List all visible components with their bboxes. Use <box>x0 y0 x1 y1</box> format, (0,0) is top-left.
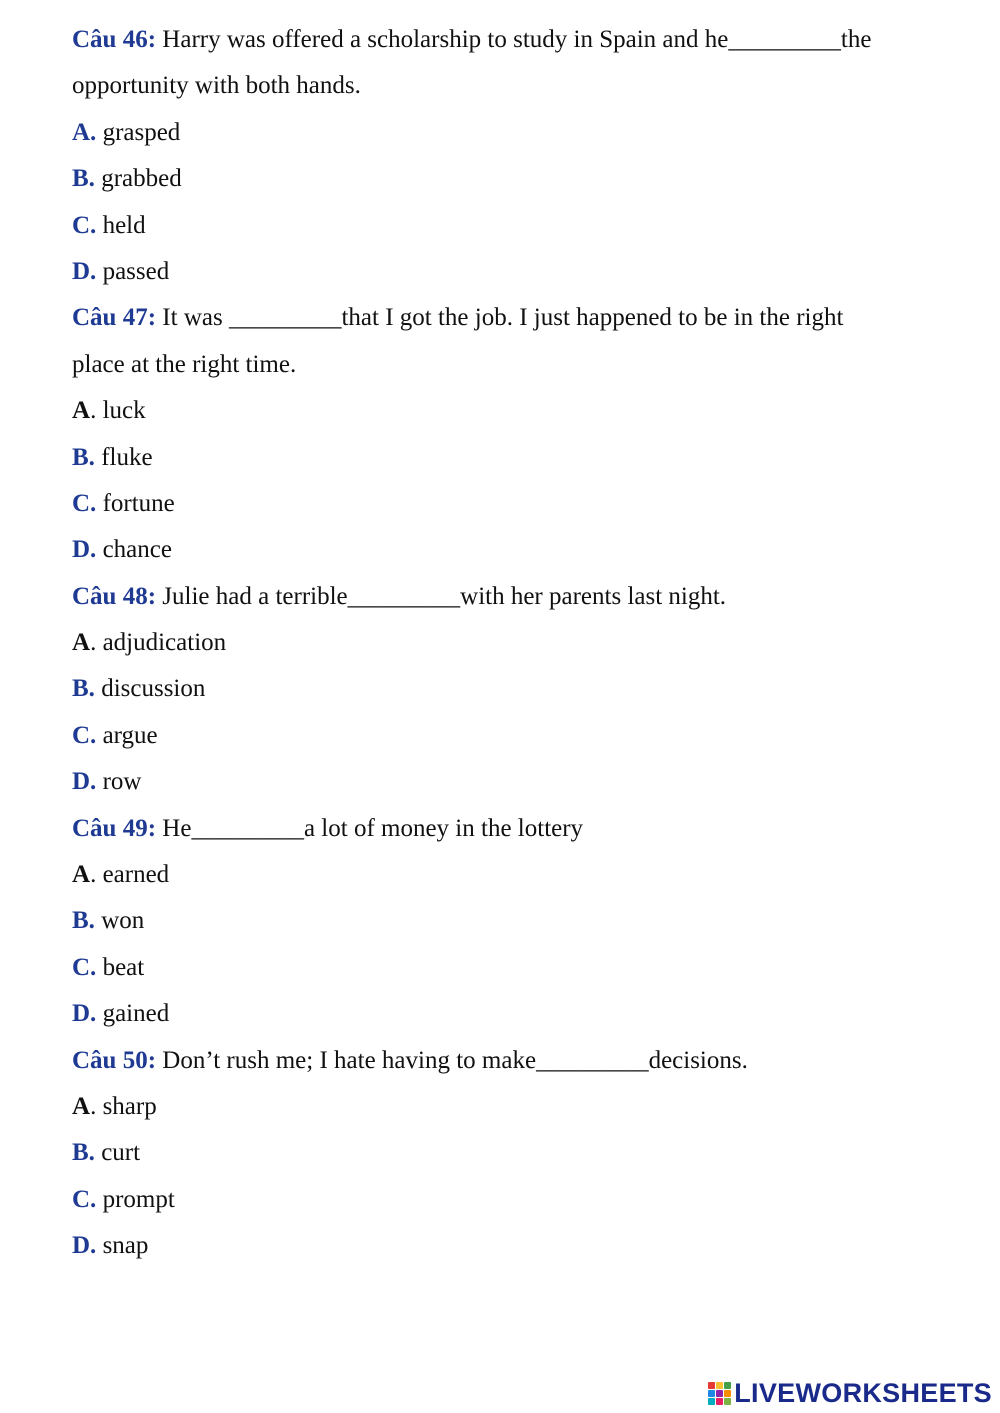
answer-blank[interactable]: _________ <box>347 582 461 610</box>
option-letter: D. <box>72 536 97 564</box>
worksheet-content <box>72 17 942 1270</box>
option-text: argue <box>96 721 158 749</box>
option-text: won <box>94 907 145 935</box>
option-b[interactable] <box>72 898 942 944</box>
option-letter: B. <box>72 1139 95 1167</box>
option-letter: D. <box>72 1000 97 1028</box>
option-letter: C. <box>72 1185 97 1213</box>
stem-text: that I got the job. I just happened to be in the right <box>341 304 844 332</box>
option-b[interactable] <box>72 156 942 202</box>
question-label: Câu 48: <box>72 582 157 610</box>
option-b[interactable] <box>72 1130 942 1176</box>
option-text: prompt <box>96 1185 175 1213</box>
option-d[interactable] <box>72 991 942 1037</box>
option-text: grabbed <box>94 165 182 193</box>
option-letter: B. <box>72 907 95 935</box>
option-c[interactable] <box>72 945 942 991</box>
option-d[interactable] <box>72 759 942 805</box>
answer-blank[interactable]: _________ <box>728 26 841 53</box>
logo-square <box>724 1382 731 1389</box>
option-letter: A <box>72 397 91 425</box>
logo-square <box>716 1390 723 1397</box>
option-c[interactable] <box>72 203 942 249</box>
option-text: fluke <box>94 443 153 471</box>
option-letter: D. <box>72 768 97 796</box>
logo-square <box>708 1398 715 1405</box>
option-a[interactable] <box>72 1084 942 1130</box>
option-letter: B. <box>72 443 95 471</box>
logo-text: LIVEWORKSHEETS <box>734 1377 992 1408</box>
option-b[interactable] <box>72 666 942 712</box>
question-46-stem-line2: opportunity with both hands. <box>72 72 361 100</box>
option-c[interactable] <box>72 713 942 759</box>
question-label: Câu 46: <box>72 26 157 53</box>
option-letter: D. <box>72 257 97 285</box>
option-text: . adjudication <box>90 629 227 657</box>
option-text: gained <box>96 1000 170 1028</box>
option-c[interactable] <box>72 481 942 527</box>
answer-blank[interactable]: _________ <box>536 1046 649 1074</box>
option-b[interactable] <box>72 435 942 481</box>
stem-text: Julie had a terrible <box>156 582 348 610</box>
question-47-stem-line2: place at the right time. <box>72 350 297 378</box>
logo-square <box>708 1390 715 1397</box>
option-d[interactable] <box>72 1223 942 1269</box>
option-text: curt <box>94 1139 141 1167</box>
option-text: fortune <box>96 489 175 517</box>
logo-grid-icon <box>708 1382 731 1405</box>
answer-blank[interactable]: _________ <box>228 304 342 332</box>
option-letter: C. <box>72 211 97 239</box>
stem-text: Harry was offered a scholarship to study in Spain and he <box>156 26 729 53</box>
answer-blank[interactable]: _________ <box>191 814 304 842</box>
stem-text: It was <box>156 304 229 332</box>
option-letter: A. <box>72 118 97 146</box>
logo-square <box>708 1382 715 1389</box>
logo-square <box>724 1390 731 1397</box>
logo-square <box>716 1398 723 1405</box>
option-a[interactable] <box>72 110 942 156</box>
stem-text: the <box>840 26 872 53</box>
stem-text: Don’t rush me; I hate having to make <box>156 1046 537 1074</box>
option-text: discussion <box>94 675 206 703</box>
question-49-stem <box>72 806 942 852</box>
option-letter: A <box>72 629 91 657</box>
option-letter: D. <box>72 1232 97 1260</box>
option-letter: C. <box>72 489 97 517</box>
question-50-stem <box>72 1038 942 1084</box>
liveworksheets-logo[interactable] <box>708 1378 992 1408</box>
option-text: grasped <box>96 118 181 146</box>
stem-text: a lot of money in the lottery <box>303 814 584 842</box>
stem-text: He <box>156 814 192 842</box>
option-text: held <box>96 211 146 239</box>
option-text: snap <box>96 1232 149 1260</box>
question-label: Câu 50: <box>72 1046 157 1074</box>
option-a[interactable] <box>72 388 942 434</box>
option-c[interactable] <box>72 1177 942 1223</box>
option-text: . luck <box>90 397 146 425</box>
stem-text: decisions. <box>648 1046 748 1074</box>
question-47-stem <box>72 295 942 341</box>
option-d[interactable] <box>72 527 942 573</box>
option-text: chance <box>96 536 172 564</box>
stem-text: with her parents last night. <box>460 582 727 610</box>
option-text: passed <box>96 257 170 285</box>
option-letter: C. <box>72 721 97 749</box>
question-label: Câu 49: <box>72 814 157 842</box>
logo-square <box>716 1382 723 1389</box>
option-letter: B. <box>72 675 95 703</box>
option-a[interactable] <box>72 852 942 898</box>
option-letter: C. <box>72 953 97 981</box>
option-text: . sharp <box>90 1092 157 1120</box>
option-a[interactable] <box>72 620 942 666</box>
option-letter: A <box>72 861 91 889</box>
option-text: beat <box>96 953 145 981</box>
question-48-stem <box>72 574 942 620</box>
logo-square <box>724 1398 731 1405</box>
option-text: . earned <box>90 861 170 889</box>
option-text: row <box>96 768 142 796</box>
option-letter: B. <box>72 165 95 193</box>
question-label: Câu 47: <box>72 304 157 332</box>
option-d[interactable] <box>72 249 942 295</box>
option-letter: A <box>72 1092 91 1120</box>
question-46-stem <box>72 17 942 63</box>
